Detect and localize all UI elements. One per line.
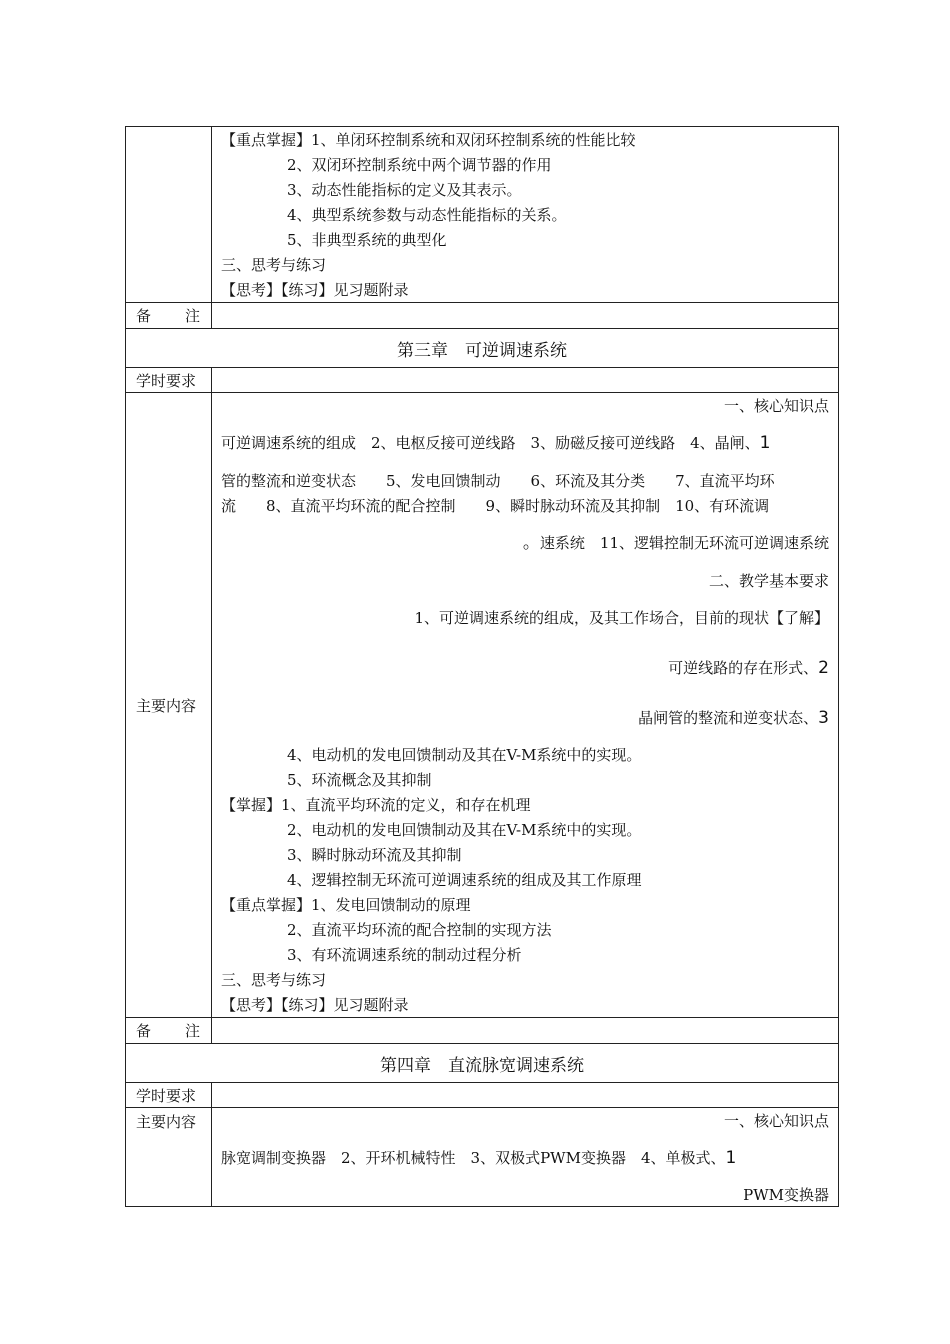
sec2-practice: 【思考】【练习】见习题附录: [221, 281, 409, 299]
ch3-core-heading: 一、核心知识点: [723, 397, 829, 415]
ch3-req-heading: 二、教学基本要求: [708, 572, 829, 590]
sec2-key-line-3: 3、动态性能指标的定义及其表示。: [287, 181, 522, 199]
ch4-core-line-1: 脉宽调制变换器 2、开环机械特性 3、双极式PWM变换器 4、单极式、1: [221, 1148, 737, 1168]
sec2-remark-value: [212, 303, 838, 328]
ch3-hours-row: [126, 368, 839, 393]
ch3-content: [212, 393, 838, 1017]
sec2-content-row: [126, 127, 839, 303]
ch3-remark-row: [126, 1018, 839, 1044]
ch3-master-3: 3、瞬时脉动环流及其抑制: [287, 846, 462, 864]
ch3-content-row: [126, 393, 839, 1018]
ch3-hours-value: [212, 368, 838, 392]
ch3-core-line-2: 管的整流和逆变状态 5、发电回馈制动 6、环流及其分类 7、直流平均环: [221, 472, 775, 490]
ch3-remark-label: 备 注: [126, 1018, 212, 1043]
ch3-core-line-3: 流 8、直流平均环流的配合控制 9、瞬时脉动环流及其抑制 10、有环流调: [221, 497, 770, 515]
ch4-core-heading: 一、核心知识点: [723, 1112, 829, 1130]
ch3-title: 第三章 可逆调速系统: [397, 340, 567, 361]
ch3-req-2: 可逆线路的存在形式、2: [668, 658, 829, 678]
sec2-key-line-4: 4、典型系统参数与动态性能指标的关系。: [287, 206, 567, 224]
sec2-remark-row: [126, 303, 839, 329]
sec2-practice-heading: 三、思考与练习: [221, 256, 327, 274]
ch3-master-4: 4、逻辑控制无环流可逆调速系统的组成及其工作原理: [287, 871, 642, 889]
ch3-req-4: 4、电动机的发电回馈制动及其在V-M系统中的实现。: [287, 746, 642, 764]
ch3-master-1: 【掌握】1、直流平均环流的定义，和存在机理: [221, 796, 531, 814]
ch3-practice: 【思考】【练习】见习题附录: [221, 996, 409, 1014]
ch4-hours-row: [126, 1083, 839, 1108]
ch4-title-row: [126, 1044, 839, 1083]
ch3-key-2: 2、直流平均环流的配合控制的实现方法: [287, 921, 552, 939]
ch4-hours-label: 学时要求: [126, 1083, 212, 1107]
ch3-req-3: 晶闸管的整流和逆变状态、3: [638, 708, 829, 728]
ch3-core-line-4: 。速系统 11、逻辑控制无环流可逆调速系统: [522, 533, 829, 553]
ch3-title-row: [126, 329, 839, 368]
ch4-title: 第四章 直流脉宽调速系统: [380, 1055, 584, 1076]
ch3-hours-label: 学时要求: [126, 368, 212, 392]
syllabus-table: [125, 126, 839, 1207]
ch3-req-5: 5、环流概念及其抑制: [287, 771, 432, 789]
ch3-content-label: 主要内容: [126, 393, 212, 1017]
sec2-key-line-1: 【重点掌握】1、单闭环控制系统和双闭环控制系统的性能比较: [221, 131, 636, 149]
sec2-empty-label: [126, 127, 212, 302]
ch3-practice-heading: 三、思考与练习: [221, 971, 327, 989]
ch3-master-2: 2、电动机的发电回馈制动及其在V-M系统中的实现。: [287, 821, 642, 839]
sec2-content: [212, 127, 838, 302]
sec2-remark-label: 备 注: [126, 303, 212, 328]
sec2-key-line-5: 5、非典型系统的典型化: [287, 231, 447, 249]
ch3-req-1: 1、可逆调速系统的组成，及其工作场合，目前的现状【了解】: [414, 609, 829, 627]
ch3-remark-value: [212, 1018, 838, 1043]
ch4-hours-value: [212, 1083, 838, 1107]
ch3-core-line-1: 可逆调速系统的组成 2、电枢反接可逆线路 3、励磁反接可逆线路 4、晶闸、1: [221, 433, 771, 453]
sec2-key-line-2: 2、双闭环控制系统中两个调节器的作用: [287, 156, 552, 174]
ch3-key-1: 【重点掌握】1、发电回馈制动的原理: [221, 896, 471, 914]
ch4-content-label: 主要内容: [126, 1108, 212, 1206]
ch4-core-line-2: PWM变换器: [743, 1186, 829, 1204]
ch3-key-3: 3、有环流调速系统的制动过程分析: [287, 946, 522, 964]
ch4-content-row: [126, 1108, 839, 1207]
ch4-content: [212, 1108, 838, 1206]
